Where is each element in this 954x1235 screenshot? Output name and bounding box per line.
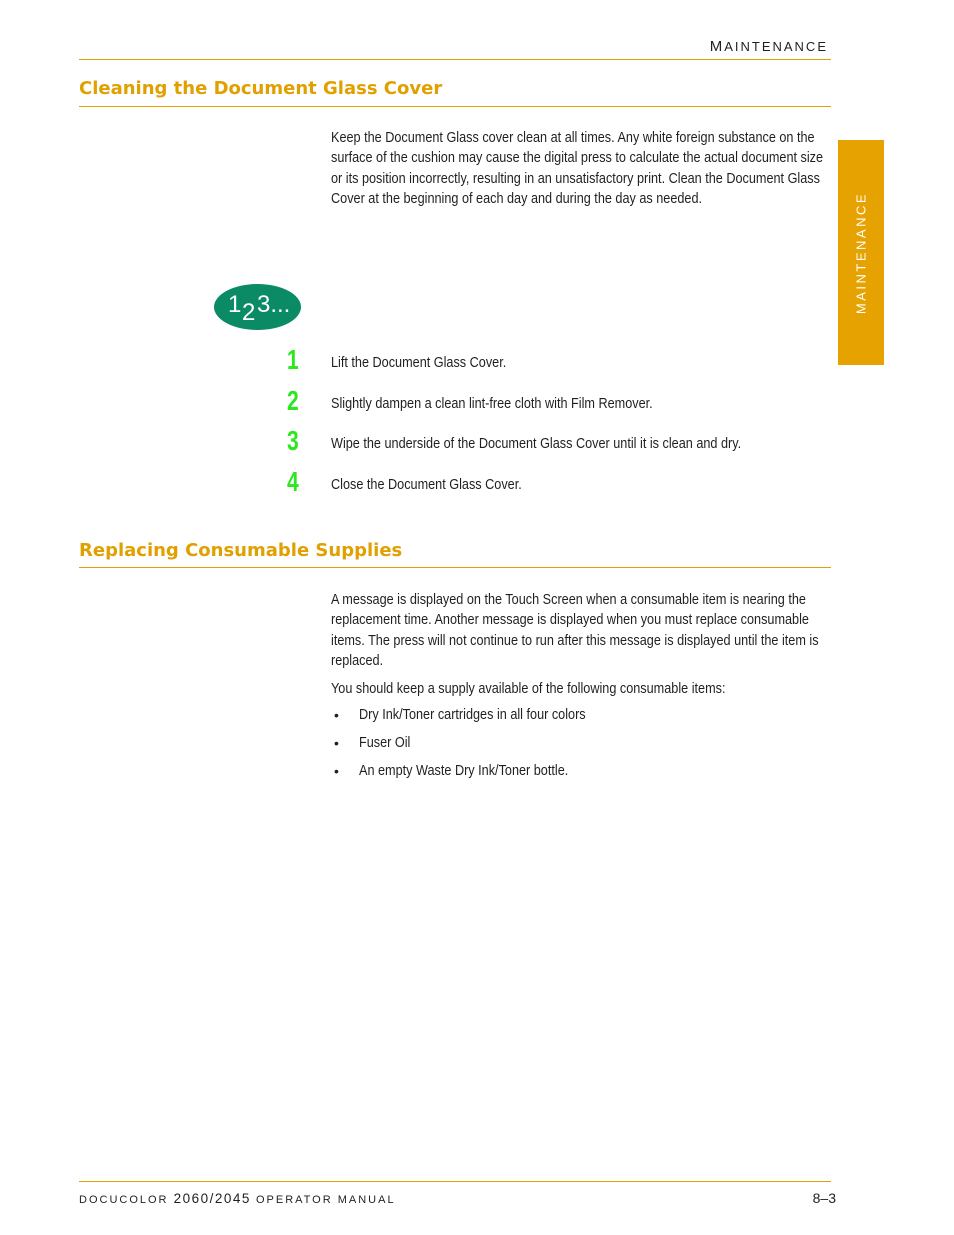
step-number: 1 — [287, 344, 299, 375]
footer-manual-title: DOCUCOLOR 2060/2045 OPERATOR MANUAL — [79, 1191, 396, 1206]
step-text: Close the Document Glass Cover. — [331, 477, 522, 493]
header-rule — [79, 59, 831, 60]
step-number: 4 — [287, 466, 299, 497]
bullet-marker: • — [334, 707, 339, 723]
side-tab-label: MAINTENANCE — [853, 191, 869, 314]
section-rule — [79, 567, 831, 568]
section-side-tab — [838, 140, 884, 365]
list-item: An empty Waste Dry Ink/Toner bottle. — [359, 763, 569, 779]
list-item: Dry Ink/Toner cartridges in all four colors — [359, 707, 586, 723]
section-paragraph: You should keep a supply available of the following consumable items: — [331, 681, 726, 697]
section-rule — [79, 106, 831, 107]
steps-icon: 1 2 3... — [214, 284, 301, 330]
step-number: 2 — [287, 385, 299, 416]
step-number: 3 — [287, 425, 299, 456]
bullet-marker: • — [334, 735, 339, 751]
step-text: Slightly dampen a clean lint-free cloth with Film Remover. — [331, 396, 653, 412]
section-heading-cleaning: Cleaning the Document Glass Cover — [79, 78, 443, 99]
list-item: Fuser Oil — [359, 735, 411, 751]
page-number: 8–3 — [812, 1190, 836, 1206]
footer-rule — [79, 1181, 831, 1182]
section-paragraph: A message is displayed on the Touch Screen when a consumable item is nearing the replacement time. Another message is displayed when you must replace consumable items. The press will not continue to run after this message is displayed until the item is replaced. — [331, 592, 819, 670]
step-text: Lift the Document Glass Cover. — [331, 355, 507, 371]
section-paragraph: Keep the Document Glass cover clean at all times. Any white foreign substance on the surface of the cushion may cause the digital press to calculate the actual document size or its position incorrectly, resulting in an unsatisfactory print. Clean the Document Glass Cover at the beginning of each day and during the day as needed. — [331, 130, 824, 208]
running-header: MAINTENANCE — [709, 38, 828, 55]
bullet-marker: • — [334, 763, 339, 779]
section-heading-consumables: Replacing Consumable Supplies — [79, 540, 403, 561]
step-text: Wipe the underside of the Document Glass Cover until it is clean and dry. — [331, 436, 742, 452]
